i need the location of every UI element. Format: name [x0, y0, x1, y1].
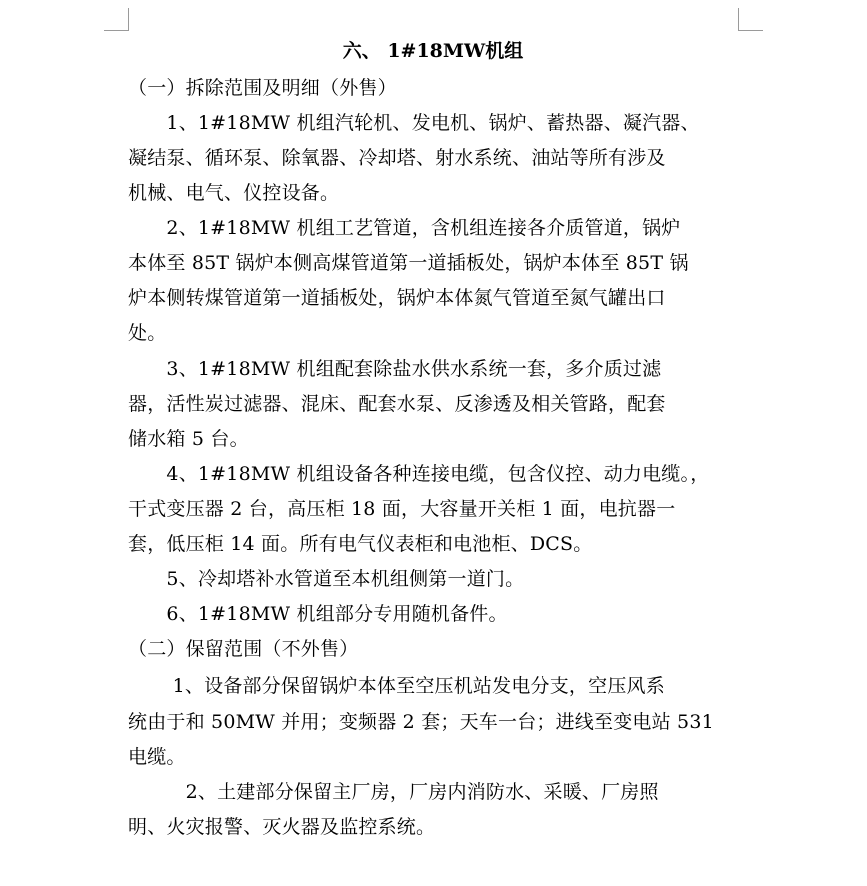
paragraph-line: 明、火灾报警、灭火器及监控系统。 [128, 816, 436, 838]
paragraph-line: 1、设备部分保留锅炉本体至空压机站发电分支，空压风系 [128, 675, 665, 697]
paragraph-line: 处。 [128, 322, 167, 344]
margin-corner-mark-left [104, 8, 129, 31]
paragraph-line: 本体至 85T 锅炉本侧高煤管道第一道插板处，锅炉本体至 85T 锅 [128, 252, 689, 274]
paragraph-line: 1、1#18MW 机组汽轮机、发电机、锅炉、蓄热器、凝汽器、 [128, 112, 700, 134]
subsection-heading-1: （一）拆除范围及明细（外售） [128, 77, 397, 99]
paragraph-line: 凝结泵、循环泵、除氧器、冷却塔、射水系统、油站等所有涉及 [128, 147, 666, 169]
paragraph-line: 4、1#18MW 机组设备各种连接电缆，包含仪控、动力电缆。， [128, 463, 710, 485]
paragraph-line: 2、土建部分保留主厂房，厂房内消防水、采暖、厂房照 [128, 781, 659, 803]
paragraph-line: 机械、电气、仪控设备。 [128, 182, 340, 204]
paragraph-line: 2、1#18MW 机组工艺管道，含机组连接各介质管道，锅炉 [128, 217, 681, 239]
paragraph-line: 电缆。 [128, 746, 186, 768]
subsection-heading-2: （二）保留范围（不外售） [128, 638, 359, 660]
margin-corner-mark-right [738, 8, 763, 31]
section-title: 六、 1#18MW机组 [342, 40, 524, 62]
paragraph-line: 炉本侧转煤管道第一道插板处，锅炉本体氮气管道至氮气罐出口 [128, 287, 666, 309]
paragraph-line: 3、1#18MW 机组配套除盐水供水系统一套，多介质过滤 [128, 358, 662, 380]
paragraph-line: 器，活性炭过滤器、混床、配套水泵、反渗透及相关管路，配套 [128, 393, 666, 415]
paragraph-line: 5、冷却塔补水管道至本机组侧第一道门。 [128, 568, 525, 590]
paragraph-line: 储水箱 5 台。 [128, 428, 249, 450]
paragraph-line: 干式变压器 2 台，高压柜 18 面，大容量开关柜 1 面，电抗器一 [128, 498, 676, 520]
paragraph-line: 统由于和 50MW 并用；变频器 2 套；天车一台；进线至变电站 531 [128, 711, 714, 733]
paragraph-line: 6、1#18MW 机组部分专用随机备件。 [128, 603, 508, 625]
paragraph-line: 套，低压柜 14 面。所有电气仪表柜和电池柜、DCS。 [128, 533, 593, 555]
